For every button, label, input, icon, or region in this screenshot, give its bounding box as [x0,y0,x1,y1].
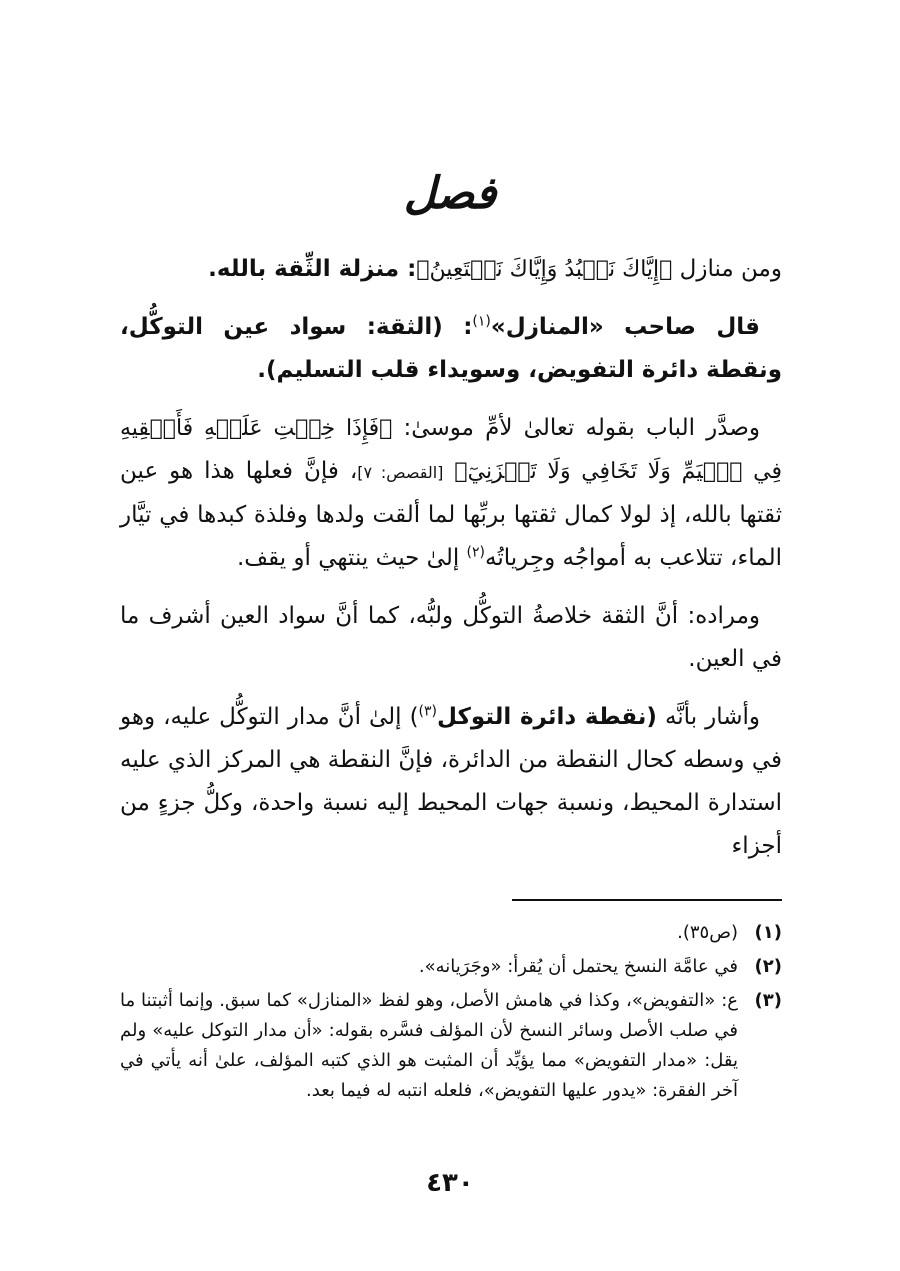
footnote-item [120,952,782,982]
page-number: ٤٣٠ [426,1168,474,1198]
footnote-text: في عامَّة النسخ يحتمل أن يُقرأ: «وجَرَيانه». [418,956,738,977]
paragraph-3 [120,407,782,580]
p3-verse-reference: [القصص: ٧] [357,463,444,482]
p3-text-c: إلىٰ حيث ينتهي أو يقف. [236,545,467,571]
footnotes [120,918,782,1110]
footnote-number: (٢) [754,956,782,977]
footnote-item [120,918,782,948]
footnote-ref-3: (٣) [418,703,438,720]
footnote-text: ع: «التفويض»، وكذا في هامش الأصل، وهو لفظ «المنازل» كما سبق. وإنما أثبتنا ما في صلب الأصل وسائر النسخ لأن المؤلف فسَّره بقوله: «أن مدار التوكل عليه» ولم يقل: «مدار التفويض» مما يؤيِّد أن المثبت هو الذي كتبه المؤلف، علىٰ أنه يأتي في آخر الفقرة: «يدور عليها التفويض»، فلعله انتبه له فيما بعد. [120,990,738,1101]
p5-bold-quote: (نقطة دائرة التوكل [437,704,657,730]
paragraph-2 [120,306,782,392]
p4-text-a: ومراده: أنَّ الثقة خلاصةُ التوكُّل ولبُّه، كما أنَّ سواد العين أشرف ما في العين. [120,603,782,672]
p5-text-a: وأشار بأنَّه [656,704,760,730]
paragraph-4 [120,595,782,681]
section-heading: فصل [403,168,497,219]
p3-text-b: ، فإنَّ فعلها هذا هو عين ثقتها بالله، إذ لولا كمال ثقتها بربِّها لما ألقت ولدها وفلذة كبدها في تيَّار الماء، تتلاعب به أمواجُه وجِرياتُه [120,458,782,571]
footnote-number: (١) [754,922,782,943]
p2-text-a: قال صاحب «المنازل» [490,314,760,340]
p3-quran-verse: ﴿فَإِذَا خِفۡتِ عَلَيۡهِ فَأَلۡقِيهِ فِي ٱلۡيَمِّ وَلَا تَخَافِي وَلَا تَحۡزَنِيٓ﴾ [120,416,782,484]
footnote-number: (٣) [754,990,782,1011]
p5-text-b: ) إلىٰ أنَّ مدار التوكُّل عليه، وهو في وسطه كحال النقطة من الدائرة، فإنَّ النقطة هي المركز الذي عليه استدارة المحيط، ونسبة جهات المحيط إليه نسبة واحدة، وكلُّ جزءٍ من أجزاء [120,704,782,859]
paragraph-1 [120,248,782,291]
p3-text-a: وصدَّر الباب بقوله تعالىٰ لأمِّ موسىٰ: [392,415,761,441]
p1-quran-verse: ﴿إِيَّاكَ نَعۡبُدُ وَإِيَّاكَ نَسۡتَعِينُ﴾ [416,257,673,282]
p1-text-a: ومن منازل [672,256,782,282]
footnote-text: (ص٣٥). [677,922,738,943]
p1-text-b: : منزلة الثِّقة بالله. [208,256,417,282]
footnote-separator [512,899,782,901]
footnote-item [120,986,782,1106]
main-text [120,248,782,868]
paragraph-5 [120,696,782,868]
footnote-ref-1: (١) [472,313,491,330]
footnote-ref-2: (٢) [466,544,486,561]
p2-text-b: : (الثقة: سواد عين التوكُّل، ونقطة دائرة التفويض، وسويداء قلب التسليم). [120,314,782,383]
